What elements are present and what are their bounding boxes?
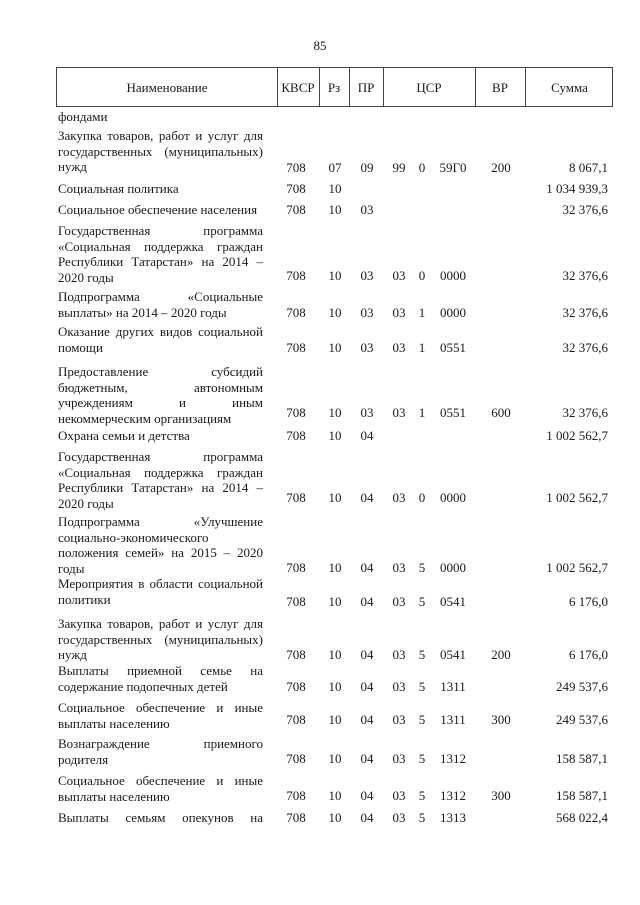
row-kvsr: 708: [286, 560, 306, 575]
row-name: Выплаты приемной семье на содержание подопечных детей: [58, 663, 263, 694]
row-name: Закупка товаров, работ и услуг для государственных (муниципальных) нужд: [58, 128, 263, 174]
row-sum: 158 587,1: [556, 788, 608, 803]
row-name: Социальная политика: [58, 181, 179, 196]
row-name: Мероприятия в области социальной политики: [58, 576, 263, 607]
row-pr: 04: [360, 679, 374, 694]
row-kvsr: 708: [286, 305, 306, 320]
row-sum: 1 034 939,3: [546, 181, 608, 196]
row-c1: 03: [392, 810, 406, 825]
row-rz: 10: [328, 268, 342, 283]
row-name: Выплаты семьям опекунов на: [58, 810, 263, 825]
row-rz: 10: [328, 202, 342, 217]
row-rz: 10: [328, 428, 342, 443]
row-c3: 0551: [440, 405, 466, 420]
header-kvsr: КВСР: [281, 80, 315, 95]
row-rz: 10: [328, 712, 342, 727]
row-sum: 158 587,1: [556, 751, 608, 766]
row-c1: 03: [392, 560, 406, 575]
row-c3: 0551: [440, 340, 466, 355]
row-rz: 10: [328, 181, 342, 196]
row-rz: 10: [328, 594, 342, 609]
row-pr: 03: [360, 340, 374, 355]
row-rz: 10: [328, 405, 342, 420]
row-c2: 5: [418, 647, 426, 662]
row-kvsr: 708: [286, 428, 306, 443]
row-pr: 03: [360, 405, 374, 420]
row-kvsr: 708: [286, 268, 306, 283]
row-c2: 0: [418, 160, 426, 175]
row-rz: 10: [328, 490, 342, 505]
row-c3: 0541: [440, 647, 466, 662]
row-c1: 03: [392, 405, 406, 420]
row-c2: 5: [418, 712, 426, 727]
row-c1: 03: [392, 305, 406, 320]
row-c3: 1311: [440, 679, 466, 694]
row-c3: 1312: [440, 788, 466, 803]
row-pr: 04: [360, 490, 374, 505]
row-kvsr: 708: [286, 405, 306, 420]
row-kvsr: 708: [286, 712, 306, 727]
row-c2: 1: [418, 340, 426, 355]
row-c3: 1312: [440, 751, 466, 766]
row-sum: 6 176,0: [569, 594, 608, 609]
row-sum: 32 376,6: [562, 405, 608, 420]
row-c2: 0: [418, 490, 426, 505]
header-pr: ПР: [357, 80, 375, 95]
row-c3: 0541: [440, 594, 466, 609]
row-pr: 04: [360, 428, 374, 443]
row-sum: 6 176,0: [569, 647, 608, 662]
row-c1: 03: [392, 594, 406, 609]
row-pr: 04: [360, 647, 374, 662]
row-rz: 10: [328, 647, 342, 662]
row-rz: 10: [328, 340, 342, 355]
row-c3: 0000: [440, 305, 466, 320]
row-c3: 0000: [440, 490, 466, 505]
row-sum: 32 376,6: [562, 268, 608, 283]
row-name: Подпрограмма «Социальные выплаты» на 2014 – 2020 годы: [58, 289, 263, 320]
row-pr: 04: [360, 751, 374, 766]
header-rz: Рз: [327, 80, 341, 95]
row-rz: 10: [328, 305, 342, 320]
row-name: Охрана семьи и детства: [58, 428, 190, 443]
row-sum: 249 537,6: [556, 679, 608, 694]
header-vr: ВР: [492, 80, 508, 95]
row-c2: 5: [418, 788, 426, 803]
row-kvsr: 708: [286, 490, 306, 505]
row-name: Подпрограмма «Улучшение социально-экономического положения семей» на 2015 – 2020 годы: [58, 514, 263, 576]
row-c2: 1: [418, 305, 426, 320]
row-c1: 99: [392, 160, 406, 175]
row-kvsr: 708: [286, 594, 306, 609]
row-c1: 03: [392, 340, 406, 355]
row-pr: 03: [360, 202, 374, 217]
row-rz: 07: [328, 160, 342, 175]
row-vr: 200: [491, 647, 511, 662]
row-name: Оказание других видов социальной помощи: [58, 324, 263, 355]
row-sum: 32 376,6: [562, 202, 608, 217]
row-kvsr: 708: [286, 679, 306, 694]
row-c2: 5: [418, 594, 426, 609]
row-pr: 09: [360, 160, 374, 175]
row-sum: 1 002 562,7: [546, 490, 608, 505]
row-c2: 5: [418, 679, 426, 694]
row-c2: 5: [418, 810, 426, 825]
row-c2: 0: [418, 268, 426, 283]
row-pr: 04: [360, 810, 374, 825]
row-rz: 10: [328, 679, 342, 694]
row-c1: 03: [392, 647, 406, 662]
row-pr: 03: [360, 305, 374, 320]
row-vr: 200: [491, 160, 511, 175]
row-kvsr: 708: [286, 810, 306, 825]
row-name: Государственная программа «Социальная поддержка граждан Республики Татарстан» на 2014 – 2020 годы: [58, 449, 263, 511]
row-rz: 10: [328, 751, 342, 766]
row-pr: 04: [360, 712, 374, 727]
row-sum: 32 376,6: [562, 340, 608, 355]
row-kvsr: 708: [286, 340, 306, 355]
row-kvsr: 708: [286, 202, 306, 217]
header-sum: Сумма: [551, 80, 588, 95]
row-c2: 1: [418, 405, 426, 420]
row-sum: 8 067,1: [569, 160, 608, 175]
row-pr: 03: [360, 268, 374, 283]
row-pr: 04: [360, 560, 374, 575]
row-name: Социальное обеспечение и иные выплаты населению: [58, 700, 263, 731]
row-name: Социальное обеспечение населения: [58, 202, 258, 217]
row-rz: 10: [328, 560, 342, 575]
row-name: фондами: [58, 109, 108, 124]
page-number: 85: [313, 38, 327, 53]
row-vr: 300: [491, 712, 511, 727]
row-name: Государственная программа «Социальная поддержка граждан Республики Татарстан» на 2014 – 2020 годы: [58, 223, 263, 285]
row-vr: 600: [491, 405, 511, 420]
row-c3: 0000: [440, 560, 466, 575]
row-rz: 10: [328, 810, 342, 825]
row-pr: 04: [360, 594, 374, 609]
row-c1: 03: [392, 788, 406, 803]
row-rz: 10: [328, 788, 342, 803]
row-name: Вознаграждение приемного родителя: [58, 736, 263, 767]
row-c3: 59Г0: [439, 160, 467, 175]
row-pr: 04: [360, 788, 374, 803]
row-sum: 568 022,4: [556, 810, 608, 825]
table-header: [56, 67, 613, 107]
row-kvsr: 708: [286, 160, 306, 175]
row-sum: 32 376,6: [562, 305, 608, 320]
row-sum: 1 002 562,7: [546, 560, 608, 575]
row-kvsr: 708: [286, 181, 306, 196]
row-name: Закупка товаров, работ и услуг для государственных (муниципальных) нужд: [58, 616, 263, 662]
row-c1: 03: [392, 712, 406, 727]
row-sum: 1 002 562,7: [546, 428, 608, 443]
row-c1: 03: [392, 268, 406, 283]
header-name: Наименование: [126, 80, 208, 95]
row-sum: 249 537,6: [556, 712, 608, 727]
header-csr: ЦСР: [416, 80, 442, 95]
row-c3: 0000: [440, 268, 466, 283]
row-c3: 1311: [440, 712, 466, 727]
row-c1: 03: [392, 679, 406, 694]
row-c1: 03: [392, 490, 406, 505]
row-c1: 03: [392, 751, 406, 766]
row-c2: 5: [418, 751, 426, 766]
row-vr: 300: [491, 788, 511, 803]
row-kvsr: 708: [286, 751, 306, 766]
row-kvsr: 708: [286, 647, 306, 662]
row-kvsr: 708: [286, 788, 306, 803]
row-name: Социальное обеспечение и иные выплаты населению: [58, 773, 263, 804]
row-c2: 5: [418, 560, 426, 575]
row-name: Предоставление субсидий бюджетным, автономным учреждениям и иным некоммерческим организациям: [58, 364, 263, 426]
row-c3: 1313: [440, 810, 466, 825]
